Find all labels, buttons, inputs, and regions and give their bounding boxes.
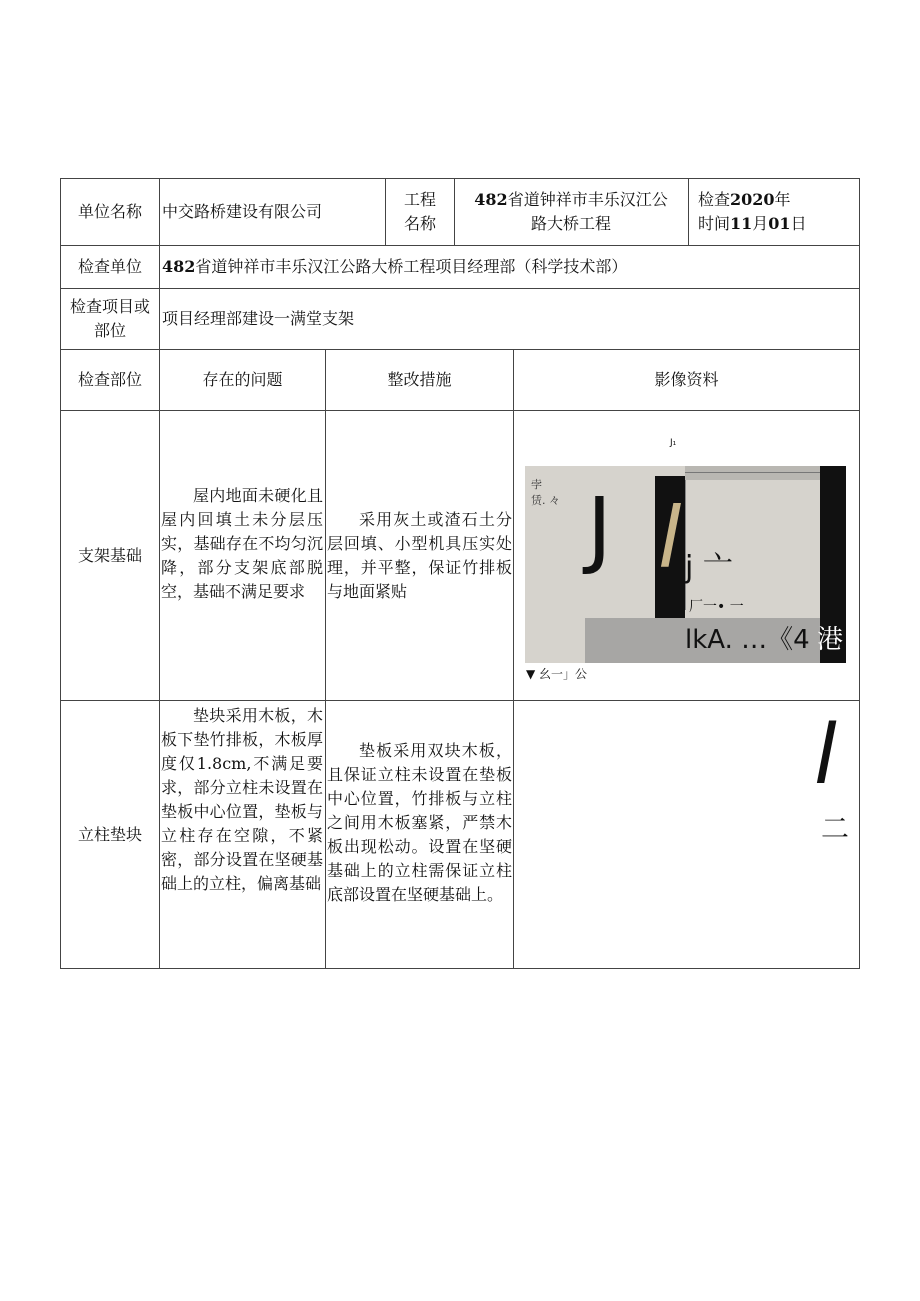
photo-frame: 孛 赁. 々 J l j 亠 厂一• 一 lkA. …《4 港 xyxy=(525,466,846,663)
table-row-part: 立柱垫块 xyxy=(77,824,142,844)
check-unit-value: 482省道钟祥市丰乐汉江公路大桥工程项目经理部（科学技术部） xyxy=(162,257,628,276)
col-header-problem: 存在的问题 xyxy=(202,370,283,389)
photo-caption: ▼ 幺一」公 xyxy=(526,667,588,681)
site-photo xyxy=(514,411,859,700)
unit-label: 单位名称 xyxy=(77,202,142,221)
col-header-image: 影像资料 xyxy=(654,370,719,389)
check-time: 检查2020年 时间11月01日 xyxy=(698,190,807,233)
col-header-measure: 整改措施 xyxy=(387,370,452,389)
project-label: 工程 名称 xyxy=(403,190,436,233)
table-row-measure: 采用灰土或渣石土分层回填、小型机具压实处理，并平整，保证竹排板与地面紧贴 xyxy=(327,510,512,601)
table-row-problem: 垫块采用木板，木板下垫竹排板，木板厚度仅1.8cm,不满足要求，部分立柱未设置在垫板中心位置，垫板与立柱存在空隙，不紧密，部分设置在坚硬基础上的立柱，偏离基础 xyxy=(161,706,323,893)
check-item-label: 检查项目或 部位 xyxy=(69,297,150,340)
table-row-measure: 垫板采用双块木板，且保证立柱未设置在垫板中心位置，竹排板与立柱之间用木板塞紧，严禁木板出现松动。设置在坚硬基础上的立柱需保证立柱底部设置在坚硬基础上。 xyxy=(327,741,512,904)
check-unit-label: 检查单位 xyxy=(77,257,142,276)
site-photo: l 二 xyxy=(814,708,850,845)
photo-mark: J₁ xyxy=(670,438,677,448)
col-header-part: 检查部位 xyxy=(77,370,142,389)
check-item-value: 项目经理部建设一满堂支架 xyxy=(162,309,355,328)
table-row-part: 支架基础 xyxy=(77,545,142,565)
unit-value: 中交路桥建设有限公司 xyxy=(162,202,323,221)
project-name: 482省道钟祥市丰乐汉江公 路大桥工程 xyxy=(474,190,668,233)
table-row-problem: 屋内地面未硬化且屋内回填土未分层压实，基础存在不均匀沉降，部分支架底部脱空，基础不满足要求 xyxy=(161,486,323,601)
